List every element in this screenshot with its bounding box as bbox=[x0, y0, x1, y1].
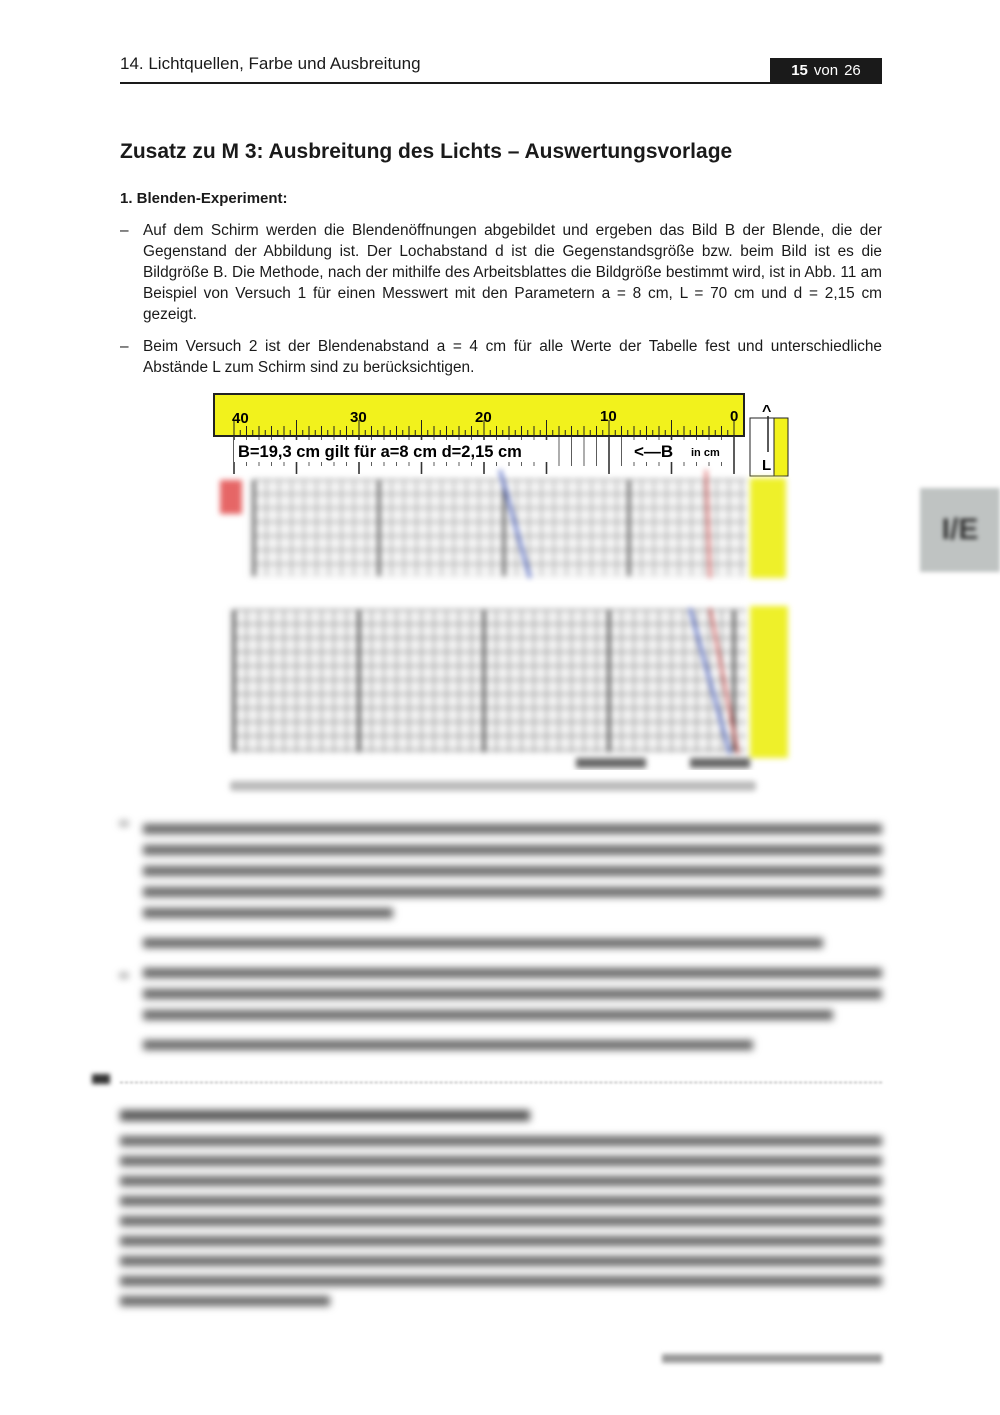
figure-annotation: B=19,3 cm gilt für a=8 cm d=2,15 cm bbox=[238, 443, 522, 461]
l-up-arrow: ^ bbox=[762, 403, 772, 420]
bullet-paragraph bbox=[120, 336, 882, 378]
page-total: 26 bbox=[844, 61, 861, 79]
l-strip-yellow bbox=[774, 418, 788, 476]
page-separator: von bbox=[813, 61, 839, 79]
page-current: 15 bbox=[791, 61, 808, 79]
chapter-title: 14. Lichtquellen, Farbe und Ausbreitung bbox=[120, 54, 421, 73]
ruler-tick-label: 40 bbox=[232, 410, 249, 427]
ruler-tick-label: 20 bbox=[475, 409, 492, 426]
section-divider bbox=[120, 1082, 882, 1083]
blurred-text-block bbox=[120, 818, 882, 1050]
side-tab bbox=[920, 488, 1000, 572]
bullet-text: Auf dem Schirm werden die Blendenöffnungen abgebildet und ergeben das Bild B der Blende, die der Gegenstand der Abbildung ist. Der Lochabstand d ist die Gegenstandsgröße bzw. beim Bild ist es die Bildgröße B. Die Methode, nach der mithilfe des Arbeitsblattes die Bildgröße bestimmt wird, ist in Abb. 11 am Beispiel von Versuch 1 für einen Messwert mit den Parametern a = 8 cm, L = 70 cm und d = 2,15 cm gezeigt. bbox=[143, 222, 882, 323]
ruler-tick-label: 10 bbox=[600, 408, 617, 425]
ruler-tick-label: 30 bbox=[350, 409, 367, 426]
page-number-badge bbox=[770, 58, 882, 82]
b-unit-label: in cm bbox=[691, 447, 720, 459]
ruler-tick-label: 0 bbox=[730, 408, 739, 425]
bullet-paragraph bbox=[120, 220, 882, 325]
running-header bbox=[120, 54, 882, 84]
figure-caption-blurred bbox=[230, 781, 756, 791]
section-heading: 1. Blenden-Experiment: bbox=[120, 190, 288, 207]
margin-marker-blurred bbox=[92, 1074, 110, 1084]
grid-panel-upper bbox=[220, 470, 786, 578]
grid-panel-lower bbox=[228, 606, 788, 768]
l-label: L bbox=[762, 457, 772, 474]
footer-blurred bbox=[662, 1354, 882, 1363]
bullet-text: Beim Versuch 2 ist der Blendenabstand a = 4 cm für alle Werte der Tabelle fest und unterschiedliche Abstände L zum Schirm sind zu berücksichtigen. bbox=[143, 338, 882, 376]
ruler-figure bbox=[210, 390, 800, 770]
page-title: Zusatz zu M 3: Ausbreitung des Lichts – Auswertungsvorlage bbox=[120, 140, 733, 163]
blurred-section2 bbox=[120, 1110, 882, 1306]
b-arrow-label: <—B bbox=[634, 442, 674, 461]
side-tab-label: I/E bbox=[941, 513, 979, 546]
bullet-dash: – bbox=[120, 338, 129, 355]
bullet-dash: – bbox=[120, 222, 129, 239]
